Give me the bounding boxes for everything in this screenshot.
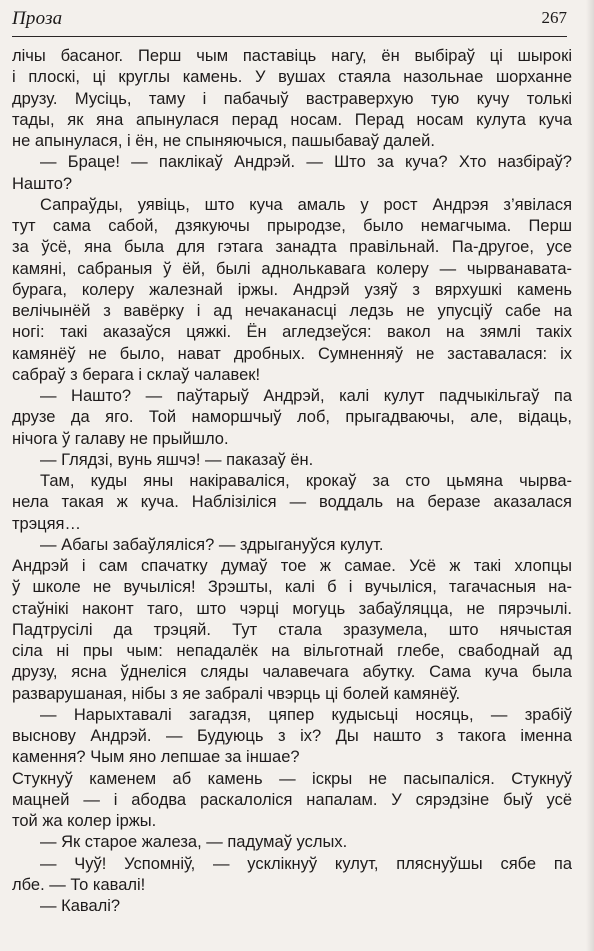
- text-line: ногі: такі аказаўся цяжкі. Ён агледзеўся: вакол на зямлі такіх: [12, 323, 572, 342]
- page-edge-shadow: [586, 0, 594, 951]
- text-line: камення? Чым яно лепшае за іншае?: [12, 748, 300, 767]
- section-title: Проза: [12, 8, 63, 29]
- text-line: — Нашто? — паўтарыў Андрэй, калі кулут падчыкільгаў па: [40, 387, 572, 405]
- text-line: трэцяя…: [12, 514, 81, 533]
- text-line: выснову Андрэй. — Будуюць з іх? Ды нашто з такога іменна: [12, 727, 572, 745]
- text-line: не апынулася, і ён, не спыняючыся, пашыбаваў далей.: [12, 132, 435, 150]
- text-line: велічынёй з вавёрку і ад нечаканасці ледзь не упусціў сабе на: [12, 302, 572, 320]
- text-line: тут сама сабой, дзякуючы прыродзе, было немагчыма. Перш: [12, 217, 572, 235]
- text-line: нела такая ж куча. Наблізіліся — воддаль на беразе аказалася: [12, 493, 572, 512]
- text-line: Андрэй і сам спачатку думаў тое ж самае. Усё ж такі хлопцы: [12, 557, 572, 575]
- text-line: сабраў з берага і склаў чалавек!: [12, 365, 261, 384]
- text-line: друзу, ясна ўднеліся сляды чалавечага абутку. Сама куча была: [12, 663, 572, 682]
- text-line: нічога ў галаву не прыйшло.: [12, 429, 229, 448]
- text-line: — Чуў! Успомніў, — усклікнуў кулут, пляснуўшы сябе па: [40, 854, 572, 873]
- text-line: Сапраўды, уявіць, што куча амаль у рост Андрэя з’явілася: [40, 195, 572, 214]
- text-line: бурага, колеру жалезнай іржы. Андрэй узяў з вярхушкі камень: [12, 280, 572, 299]
- page-number: 267: [541, 8, 567, 27]
- text-line: Стукнуў каменем аб камень — іскры не пасыпаліся. Стукнуў: [12, 769, 572, 788]
- text-line: мацней — і абодва раскалоліся напалам. У сярэдзіне быў усё: [12, 790, 572, 809]
- text-line: Там, куды яны накіраваліся, крокаў за сто цьмяна чырва-: [40, 472, 572, 490]
- running-head: [12, 6, 567, 37]
- text-line: — Кавалі?: [40, 897, 121, 915]
- text-line: — Глядзі, вунь яшчэ! — паказаў ён.: [40, 450, 314, 469]
- text-line: Падтрусілі да трэцяй. Тут стала зразумела, што нячыстая: [12, 620, 572, 639]
- text-line: стаўнікі наконт таго, што чэрці могуць забаўляцца, не пярэчылі.: [12, 599, 572, 618]
- text-line: лбе. — То кавалі!: [12, 875, 146, 894]
- text-line: — Нарыхтавалі загадзя, цяпер кудысьці носяць, — зрабіў: [40, 705, 572, 724]
- text-line: ў школе не вучыліся! Зрэшты, калі б і вучыліся, тагачасныя на-: [12, 578, 572, 597]
- text-line: — Браце! — паклікаў Андрэй. — Што за куча? Хто назбіраў?: [40, 153, 572, 172]
- text-line: друзе да яго. Той наморшчыў лоб, прыгадваючы, але, відаць,: [12, 408, 572, 427]
- text-line: — Абагы забаўляліся? — здрыгануўся кулут.: [40, 535, 384, 554]
- text-line: друзу. Мусіць, таму і пабачыў вастраверхую тую кучу толькі: [12, 89, 572, 108]
- text-line: камяні, сабраныя ў ёй, былі аднолькавага колеру — чырванавата-: [12, 259, 572, 278]
- text-line: разварушаная, нібы з яе забралі чвэрць ці болей камянёў.: [12, 684, 461, 703]
- body-text: [12, 46, 572, 917]
- text-line: тады, як яна апынулася перад носам. Перад носам кулута куча: [12, 110, 572, 129]
- text-line: за ўсё, яна была для гэтага занадта правільнай. Па-другое, усе: [12, 238, 572, 257]
- text-line: Нашто?: [12, 174, 73, 193]
- text-line: камянёў не было, нават дробных. Сумненняў не заставалася: іх: [12, 344, 572, 363]
- text-line: той жа колер іржы.: [12, 812, 157, 830]
- text-line: і плоскі, ці круглы камень. У вушах стаяла назольнае шорханне: [12, 68, 572, 87]
- text-line: — Як старое жалеза, — падумаў услых.: [40, 833, 348, 852]
- text-line: лічы басаног. Перш чым паставіць нагу, ён выбіраў ці шырокі: [12, 47, 572, 65]
- text-line: сіла ні пры чым: непадалёк на вільготнай глебе, свабоднай ад: [12, 642, 572, 660]
